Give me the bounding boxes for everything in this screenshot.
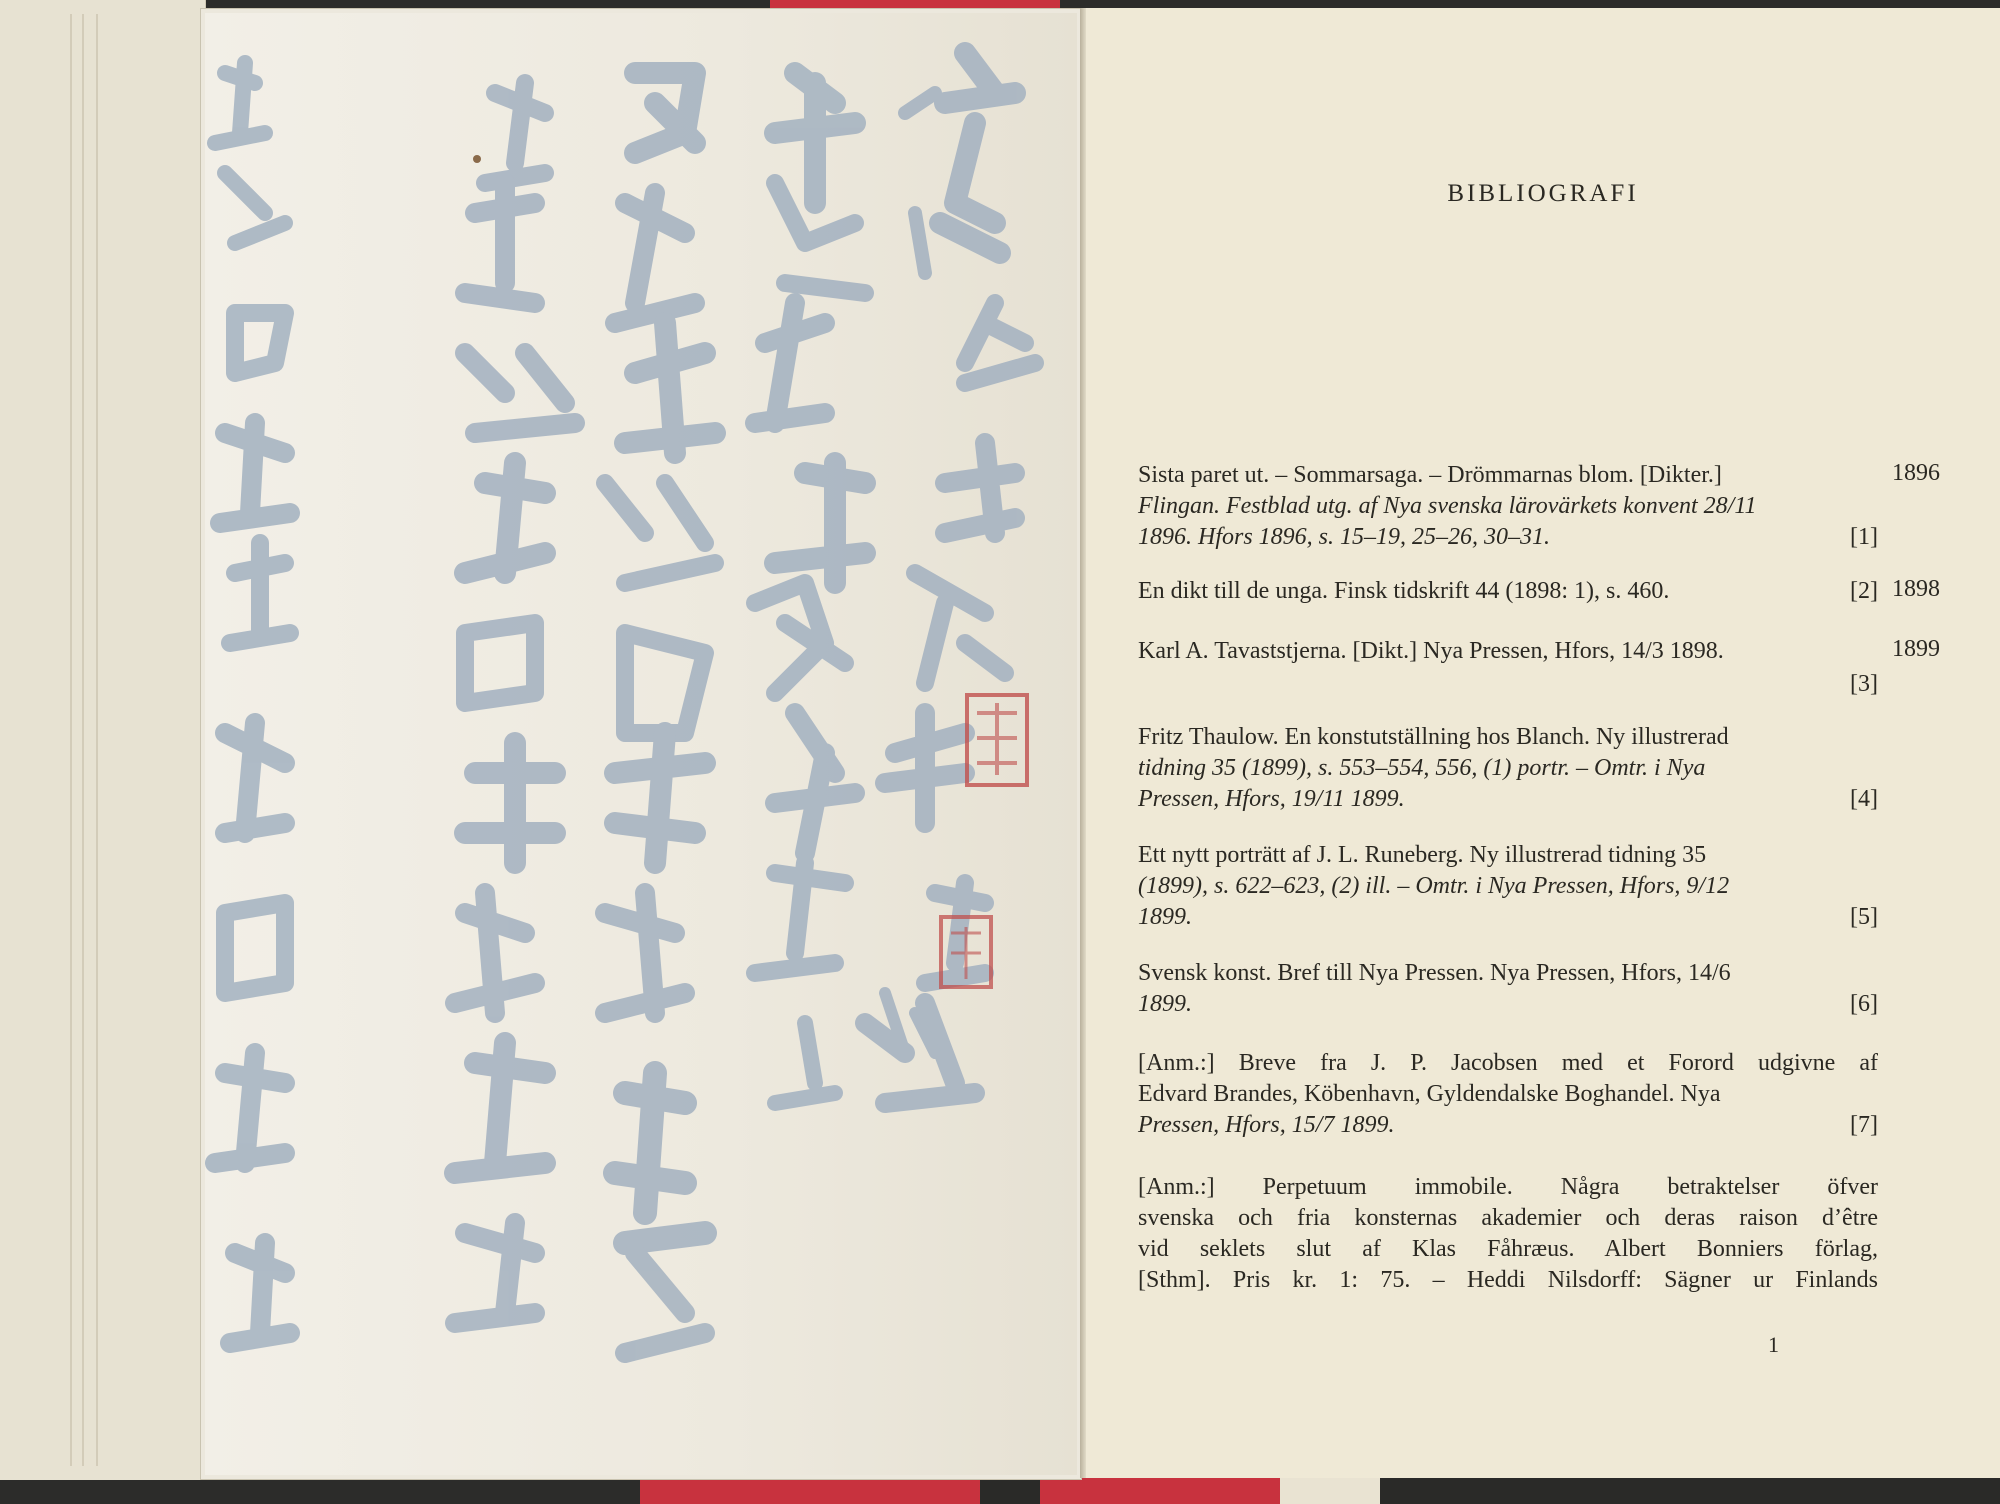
entry-number: [4] [1850,786,1878,812]
page-number: 1 [1768,1332,1779,1357]
entry-line: 1896. Hfors 1896, s. 15–19, 25–26, 30–31. [1138,524,1551,550]
bibliography-entry [1138,460,1878,553]
bibliography-entry [1138,840,1878,933]
bibliography-entry [1138,958,1878,1020]
entry-line: svenska och fria konsternas akademier och deras raison d’être [1138,1205,1878,1231]
entry-line: Fritz Thaulow. En konstutställning hos Blanch. Ny illustrerad [1138,724,1729,750]
binding-bottom-red [1040,1478,1280,1504]
entry-line: Edvard Brandes, Köbenhavn, Gyldendalske Boghandel. Nya [1138,1081,1721,1107]
page-title: BIBLIOGRAFI [1447,180,1639,207]
entry-line: vid seklets slut af Klas Fåhræus. Albert Bonniers förlag, [1138,1236,1878,1262]
bibliography-entry [1138,1172,1878,1296]
entry-number: [1] [1850,524,1878,550]
entry-line: [Anm.:] Perpetuum immobile. Några betraktelser öfver [1138,1174,1878,1200]
entry-line: Ett nytt porträtt af J. L. Runeberg. Ny illustrerad tidning 35 [1138,842,1707,868]
endpaper [205,13,1077,1475]
entry-number: [2] [1850,578,1878,604]
binding-bottom [640,1478,980,1504]
entry-line: [Anm.:] Breve fra J. P. Jacobsen med et Forord udgivne af [1138,1050,1878,1076]
bibliography-entry [1138,636,1878,697]
entry-line: Svensk konst. Bref till Nya Pressen. Nya Pressen, Hfors, 14/6 [1138,960,1731,986]
entry-number: [7] [1850,1112,1878,1138]
page-edge [70,14,72,1466]
entry-number: [5] [1850,904,1878,930]
entry-line: [Sthm]. Pris kr. 1: 75. – Heddi Nilsdorff: Sägner ur Finlands [1138,1267,1878,1293]
binding-bottom-light [1280,1478,1380,1504]
entry-line: 1899. [1138,991,1192,1017]
entry-number: [6] [1850,991,1878,1017]
entry-line: Karl A. Tavaststjerna. [Dikt.] Nya Pressen, Hfors, 14/3 1898. [1138,638,1724,664]
entry-line: Sista paret ut. – Sommarsaga. – Drömmarnas blom. [Dikter.] [1138,462,1722,488]
entry-line: Pressen, Hfors, 19/11 1899. [1138,786,1405,812]
right-page [1086,8,2000,1478]
calligraphy-artwork [205,13,1077,1475]
bibliography-entry [1138,1048,1878,1141]
page-stack [0,0,206,1480]
year-label: 1899 [1892,636,1940,662]
left-page-calligraphy [200,8,1082,1480]
year-label: 1896 [1892,460,1940,486]
entry-line: Pressen, Hfors, 15/7 1899. [1138,1112,1395,1138]
bibliography-entry [1138,722,1878,815]
entry-line: En dikt till de unga. Finsk tidskrift 44 (1898: 1), s. 460. [1138,578,1670,604]
page-edge [82,14,84,1466]
bibliography-entry [1138,576,1878,607]
entry-line: Flingan. Festblad utg. af Nya svenska lärovärkets konvent 28/11 [1138,493,1757,519]
year-label: 1898 [1892,576,1940,602]
entry-number: [3] [1850,671,1878,697]
entry-line: (1899), s. 622–623, (2) ill. – Omtr. i Nya Pressen, Hfors, 9/12 [1138,873,1730,899]
entry-line: tidning 35 (1899), s. 553–554, 556, (1) portr. – Omtr. i Nya [1138,755,1706,781]
entry-line: 1899. [1138,904,1192,930]
page-edge [96,14,98,1466]
